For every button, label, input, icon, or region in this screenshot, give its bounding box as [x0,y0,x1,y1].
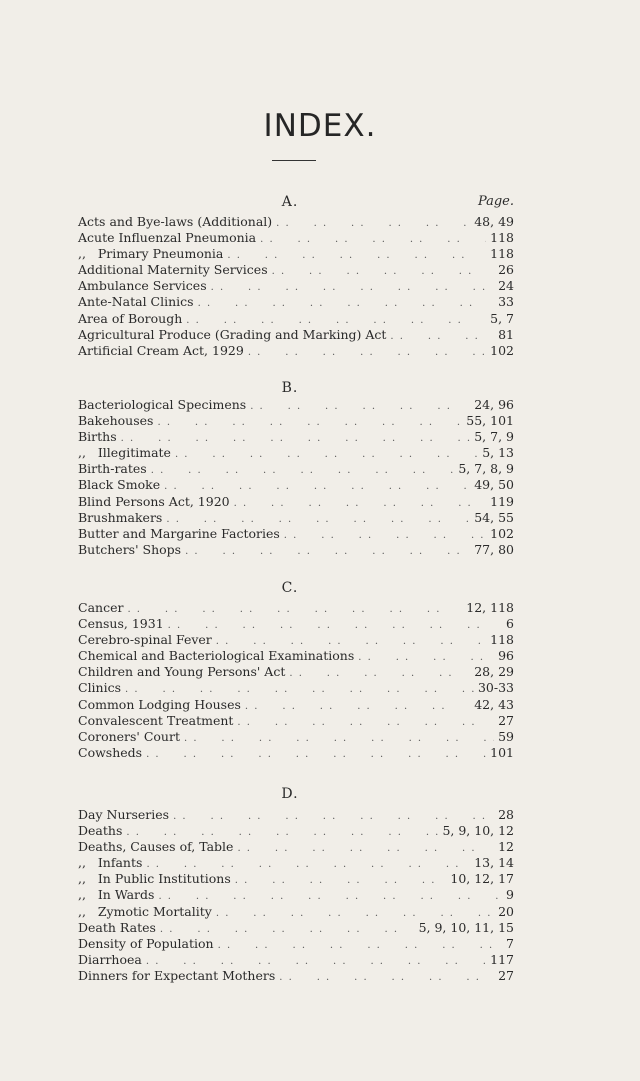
entry-label: Death Rates [78,919,156,935]
entry-label: Brushmakers [78,509,163,525]
dot-leader [248,345,486,361]
entry-label: Ante-Natal Clinics [78,294,194,310]
entry-pages: 48, 49 [474,214,514,229]
index-entry [78,729,514,745]
index-entry [78,904,514,920]
entry-label: Convalescent Treatment [78,712,234,728]
index-entry [78,664,514,680]
entry-label: Birth-rates [78,461,147,477]
entry-label: ,, Primary Pneumonia [78,246,224,262]
entry-label: Children and Young Persons' Act [78,664,286,680]
dot-leader [218,938,502,954]
dot-leader [151,463,455,479]
dot-leader [289,666,470,682]
entry-pages: 27 [498,712,514,728]
entry-label: Additional Maternity Services [78,262,268,278]
entry-pages: 13, 14 [474,855,514,871]
entry-pages: 118 [490,246,514,262]
index-entry [78,680,514,696]
entry-label: Deaths [78,823,123,839]
entry-label: Day Nurseries [78,807,170,822]
entry-pages: 5, 13 [482,445,514,461]
entry-label: ,, Illegitimate [78,445,171,461]
index-entry [78,278,514,294]
page-title: INDEX. [263,108,377,144]
entry-pages: 6 [506,616,514,632]
index-entry [78,494,514,510]
dot-leader [276,216,470,232]
index-entry [78,262,514,278]
dot-leader [234,496,487,512]
entry-pages: 26 [498,262,514,278]
index-entry [78,952,514,968]
index-entry [78,968,514,984]
dot-leader [211,280,494,296]
entry-label: Blind Persons Act, 1920 [78,493,230,509]
entry-label: Chemical and Bacteriological Examinations [78,648,355,664]
entry-label: Coroners' Court [78,728,180,744]
index-entry [78,839,514,855]
entry-label: Clinics [78,680,122,696]
dot-leader [279,970,494,986]
dot-leader [184,731,494,747]
entry-pages: 102 [490,342,514,358]
entry-label: Area of Borough [78,310,183,326]
index-entry [78,823,514,839]
index-entry [78,807,514,823]
entry-label: Census, 1931 [78,616,164,632]
dot-leader [245,699,470,715]
entry-label: Agricultural Produce (Grading and Marking) Act [78,326,387,342]
entry-label: Cerebro-spinal Fever [78,632,212,648]
index-entry [78,477,514,493]
index-entry [78,697,514,713]
section-letter: D. [281,786,299,802]
page-column-label: Page. [477,194,514,209]
section-head-c [0,580,640,602]
index-entry [78,887,514,903]
index-entry [78,855,514,871]
index-entry [78,510,514,526]
entry-pages: 27 [498,967,514,983]
entry-label: Acts and Bye-laws (Additional) [78,214,273,229]
dot-leader [237,841,494,857]
dot-leader [146,747,486,763]
index-entry [78,920,514,936]
dot-leader [390,329,494,345]
entry-pages: 24 [498,278,514,294]
index-entry [78,294,514,310]
entry-label: Diarrhoea [78,951,142,967]
section-letter: A. [281,194,299,210]
section-letter: C. [281,580,299,596]
dot-leader [127,602,462,618]
index-entry [78,311,514,327]
entry-pages: 77, 80 [474,541,514,557]
entry-label: Artificial Cream Act, 1929 [78,342,244,358]
entry-pages: 5, 9, 10, 11, 15 [418,919,514,935]
index-entry [78,745,514,761]
index-entry [78,616,514,632]
entry-pages: 24, 96 [474,397,514,412]
index-entry [78,632,514,648]
dot-leader [157,415,462,431]
entry-pages: 118 [490,230,514,246]
entry-pages: 5, 7, 9 [474,429,514,445]
entry-pages: 102 [490,525,514,541]
dot-leader [185,544,470,560]
entry-pages: 12 [498,839,514,855]
index-entry [78,542,514,558]
dot-leader [284,528,486,544]
section-a-entries [78,214,514,359]
index-entry [78,600,514,616]
dot-leader [272,264,494,280]
entry-label: Butchers' Shops [78,541,182,557]
index-entry [78,713,514,729]
dot-leader [121,431,471,447]
entry-pages: 7 [506,935,514,951]
entry-pages: 55, 101 [466,413,514,429]
index-entry [78,461,514,477]
entry-label: Acute Influenzal Pneumonia [78,230,257,246]
section-letter: B. [281,380,299,396]
section-head-a [0,194,640,216]
dot-leader [237,715,494,731]
index-entry [78,526,514,542]
entry-pages: 30-33 [477,680,514,696]
index-entry [78,397,514,413]
entry-pages: 119 [490,493,514,509]
index-entry [78,214,514,230]
entry-pages: 12, 118 [466,600,514,615]
index-entry [78,936,514,952]
entry-pages: 5, 9, 10, 12 [442,823,514,839]
entry-label: Cowsheds [78,744,143,760]
entry-label: Births [78,429,117,445]
entry-pages: 81 [498,326,514,342]
section-head-d [0,786,640,808]
entry-label: Black Smoke [78,477,161,493]
entry-pages: 101 [490,744,514,760]
index-entry [78,648,514,664]
title-rule [272,160,316,161]
dot-leader [235,873,447,889]
entry-label: Cancer [78,600,124,615]
entry-pages: 117 [490,951,514,967]
entry-pages: 96 [498,648,514,664]
entry-pages: 54, 55 [474,509,514,525]
index-entry [78,343,514,359]
dot-leader [175,447,478,463]
entry-pages: 118 [490,632,514,648]
index-entry [78,445,514,461]
entry-pages: 9 [506,887,514,903]
entry-pages: 5, 7, 8, 9 [458,461,514,477]
entry-pages: 20 [498,903,514,919]
section-b-entries [78,397,514,558]
entry-label: Common Lodging Houses [78,696,241,712]
entry-pages: 59 [498,728,514,744]
entry-label: Dinners for Expectant Mothers [78,967,276,983]
index-entry [78,413,514,429]
entry-label: Ambulance Services [78,278,207,294]
section-d-entries [78,807,514,984]
entry-pages: 33 [498,294,514,310]
entry-label: ,, In Public Institutions [78,871,231,887]
entry-label: ,, Zymotic Mortality [78,903,212,919]
entry-pages: 10, 12, 17 [450,871,514,887]
dot-leader [250,399,470,415]
entry-pages: 5, 7 [490,310,514,326]
entry-pages: 49, 50 [474,477,514,493]
section-c-entries [78,600,514,761]
index-entry [78,871,514,887]
entry-label: ,, In Wards [78,887,155,903]
dot-leader [168,618,502,634]
entry-label: Density of Population [78,935,214,951]
index-entry [78,327,514,343]
index-entry [78,246,514,262]
entry-label: Bacteriological Specimens [78,397,247,412]
dot-leader [198,296,495,312]
entry-pages: 28 [498,807,514,822]
entry-pages: 42, 43 [474,696,514,712]
index-entry [78,230,514,246]
entry-label: Butter and Margarine Factories [78,525,280,541]
entry-label: Deaths, Causes of, Table [78,839,234,855]
entry-pages: 28, 29 [474,664,514,680]
dot-leader [260,232,486,248]
index-entry [78,429,514,445]
entry-label: Bakehouses [78,413,154,429]
entry-label: ,, Infants [78,855,143,871]
